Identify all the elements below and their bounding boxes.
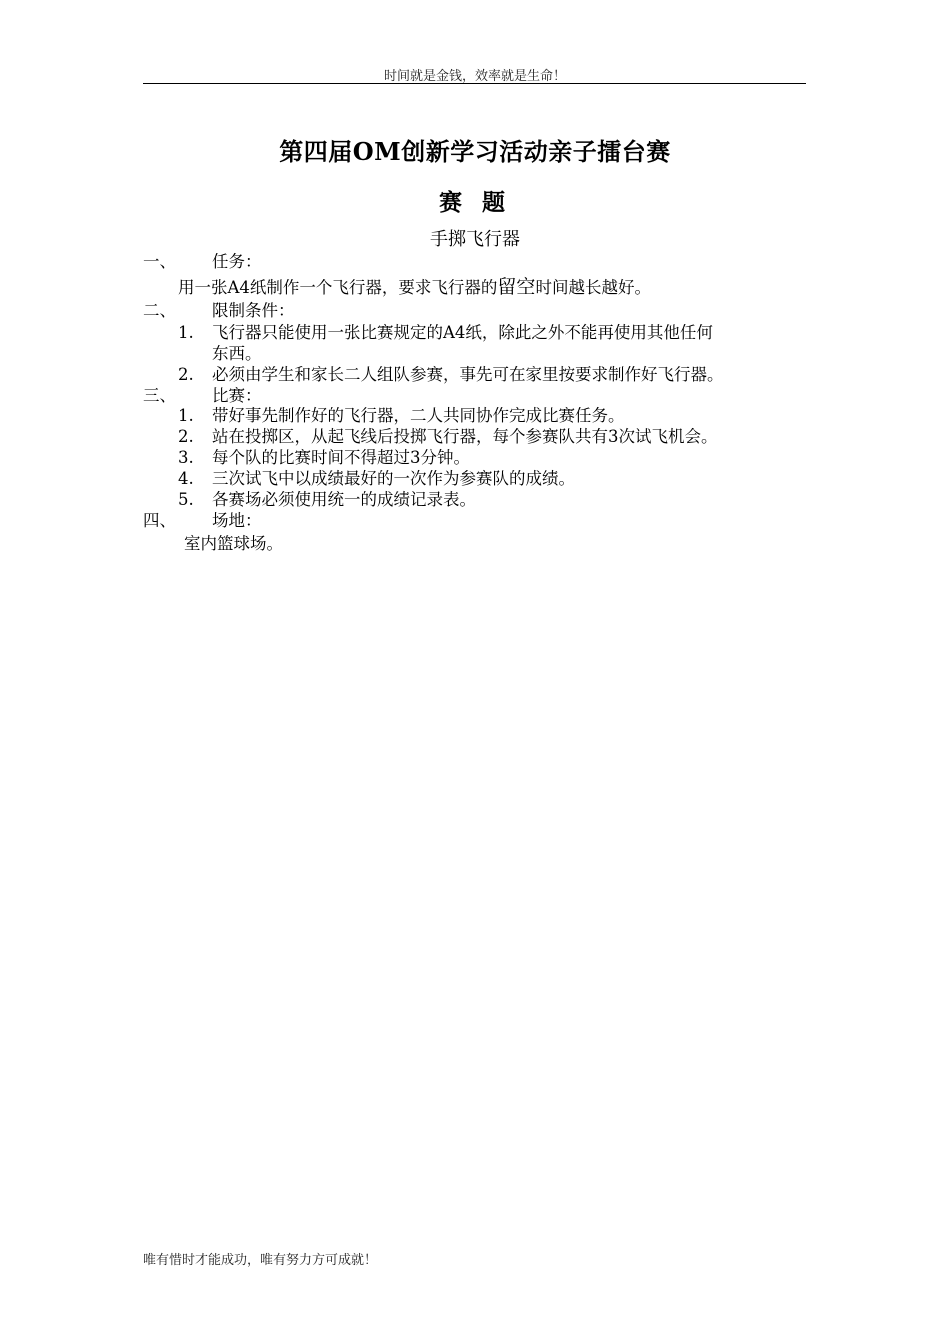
- list-item-number: 2.: [178, 427, 194, 446]
- list-item-number: 3.: [178, 448, 194, 467]
- list-item-text: 各赛场必须使用统一的成绩记录表。: [212, 490, 476, 509]
- section-heading: 限制条件：: [212, 301, 295, 320]
- document-title: 第四届OM创新学习活动亲子擂台赛: [279, 137, 671, 166]
- list-item-text: 三次试飞中以成绩最好的一次作为参赛队的成绩。: [212, 469, 575, 488]
- section-paragraph: [178, 276, 651, 299]
- document-subtitle: 赛 题: [438, 189, 511, 216]
- header-divider: [143, 83, 806, 84]
- section-number: 四、: [143, 511, 176, 530]
- list-item-text: 站在投掷区，从起飞线后投掷飞行器，每个参赛队共有3次试飞机会。: [212, 427, 718, 446]
- list-item-number: 1.: [178, 406, 194, 425]
- section-number: 三、: [143, 386, 176, 405]
- paragraph-text: 用一张A4纸制作一个飞行器，要求飞行器的: [178, 278, 498, 297]
- section-number: 二、: [143, 301, 176, 320]
- section-heading: 比赛：: [212, 386, 262, 405]
- list-item-text: 飞行器只能使用一张比赛规定的A4纸，除此之外不能再使用其他任何: [212, 323, 713, 342]
- list-item-text: 必须由学生和家长二人组队参赛，事先可在家里按要求制作好飞行器。: [212, 365, 724, 384]
- section-heading: 任务：: [212, 252, 262, 271]
- section-heading: 场地：: [212, 511, 262, 530]
- page-header-text: 时间就是金钱，效率就是生命！: [383, 69, 566, 84]
- list-item-number: 2.: [178, 365, 194, 384]
- emphasized-text: 留空: [497, 276, 536, 298]
- section-number: 一、: [143, 252, 176, 271]
- page-footer-text: 唯有惜时才能成功，唯有努力方可成就！: [143, 1253, 378, 1268]
- list-item-number: 4.: [178, 469, 194, 488]
- list-item-number: 5.: [178, 490, 194, 509]
- list-item-text: 每个队的比赛时间不得超过3分钟。: [212, 448, 470, 467]
- section-paragraph: 室内篮球场。: [184, 534, 283, 553]
- list-item-number: 1.: [178, 323, 194, 342]
- list-item-text-continued: 东西。: [212, 344, 262, 363]
- topic-heading: 手掷飞行器: [430, 229, 520, 250]
- paragraph-text: 时间越长越好。: [535, 278, 651, 297]
- list-item-text: 带好事先制作好的飞行器，二人共同协作完成比赛任务。: [212, 406, 625, 425]
